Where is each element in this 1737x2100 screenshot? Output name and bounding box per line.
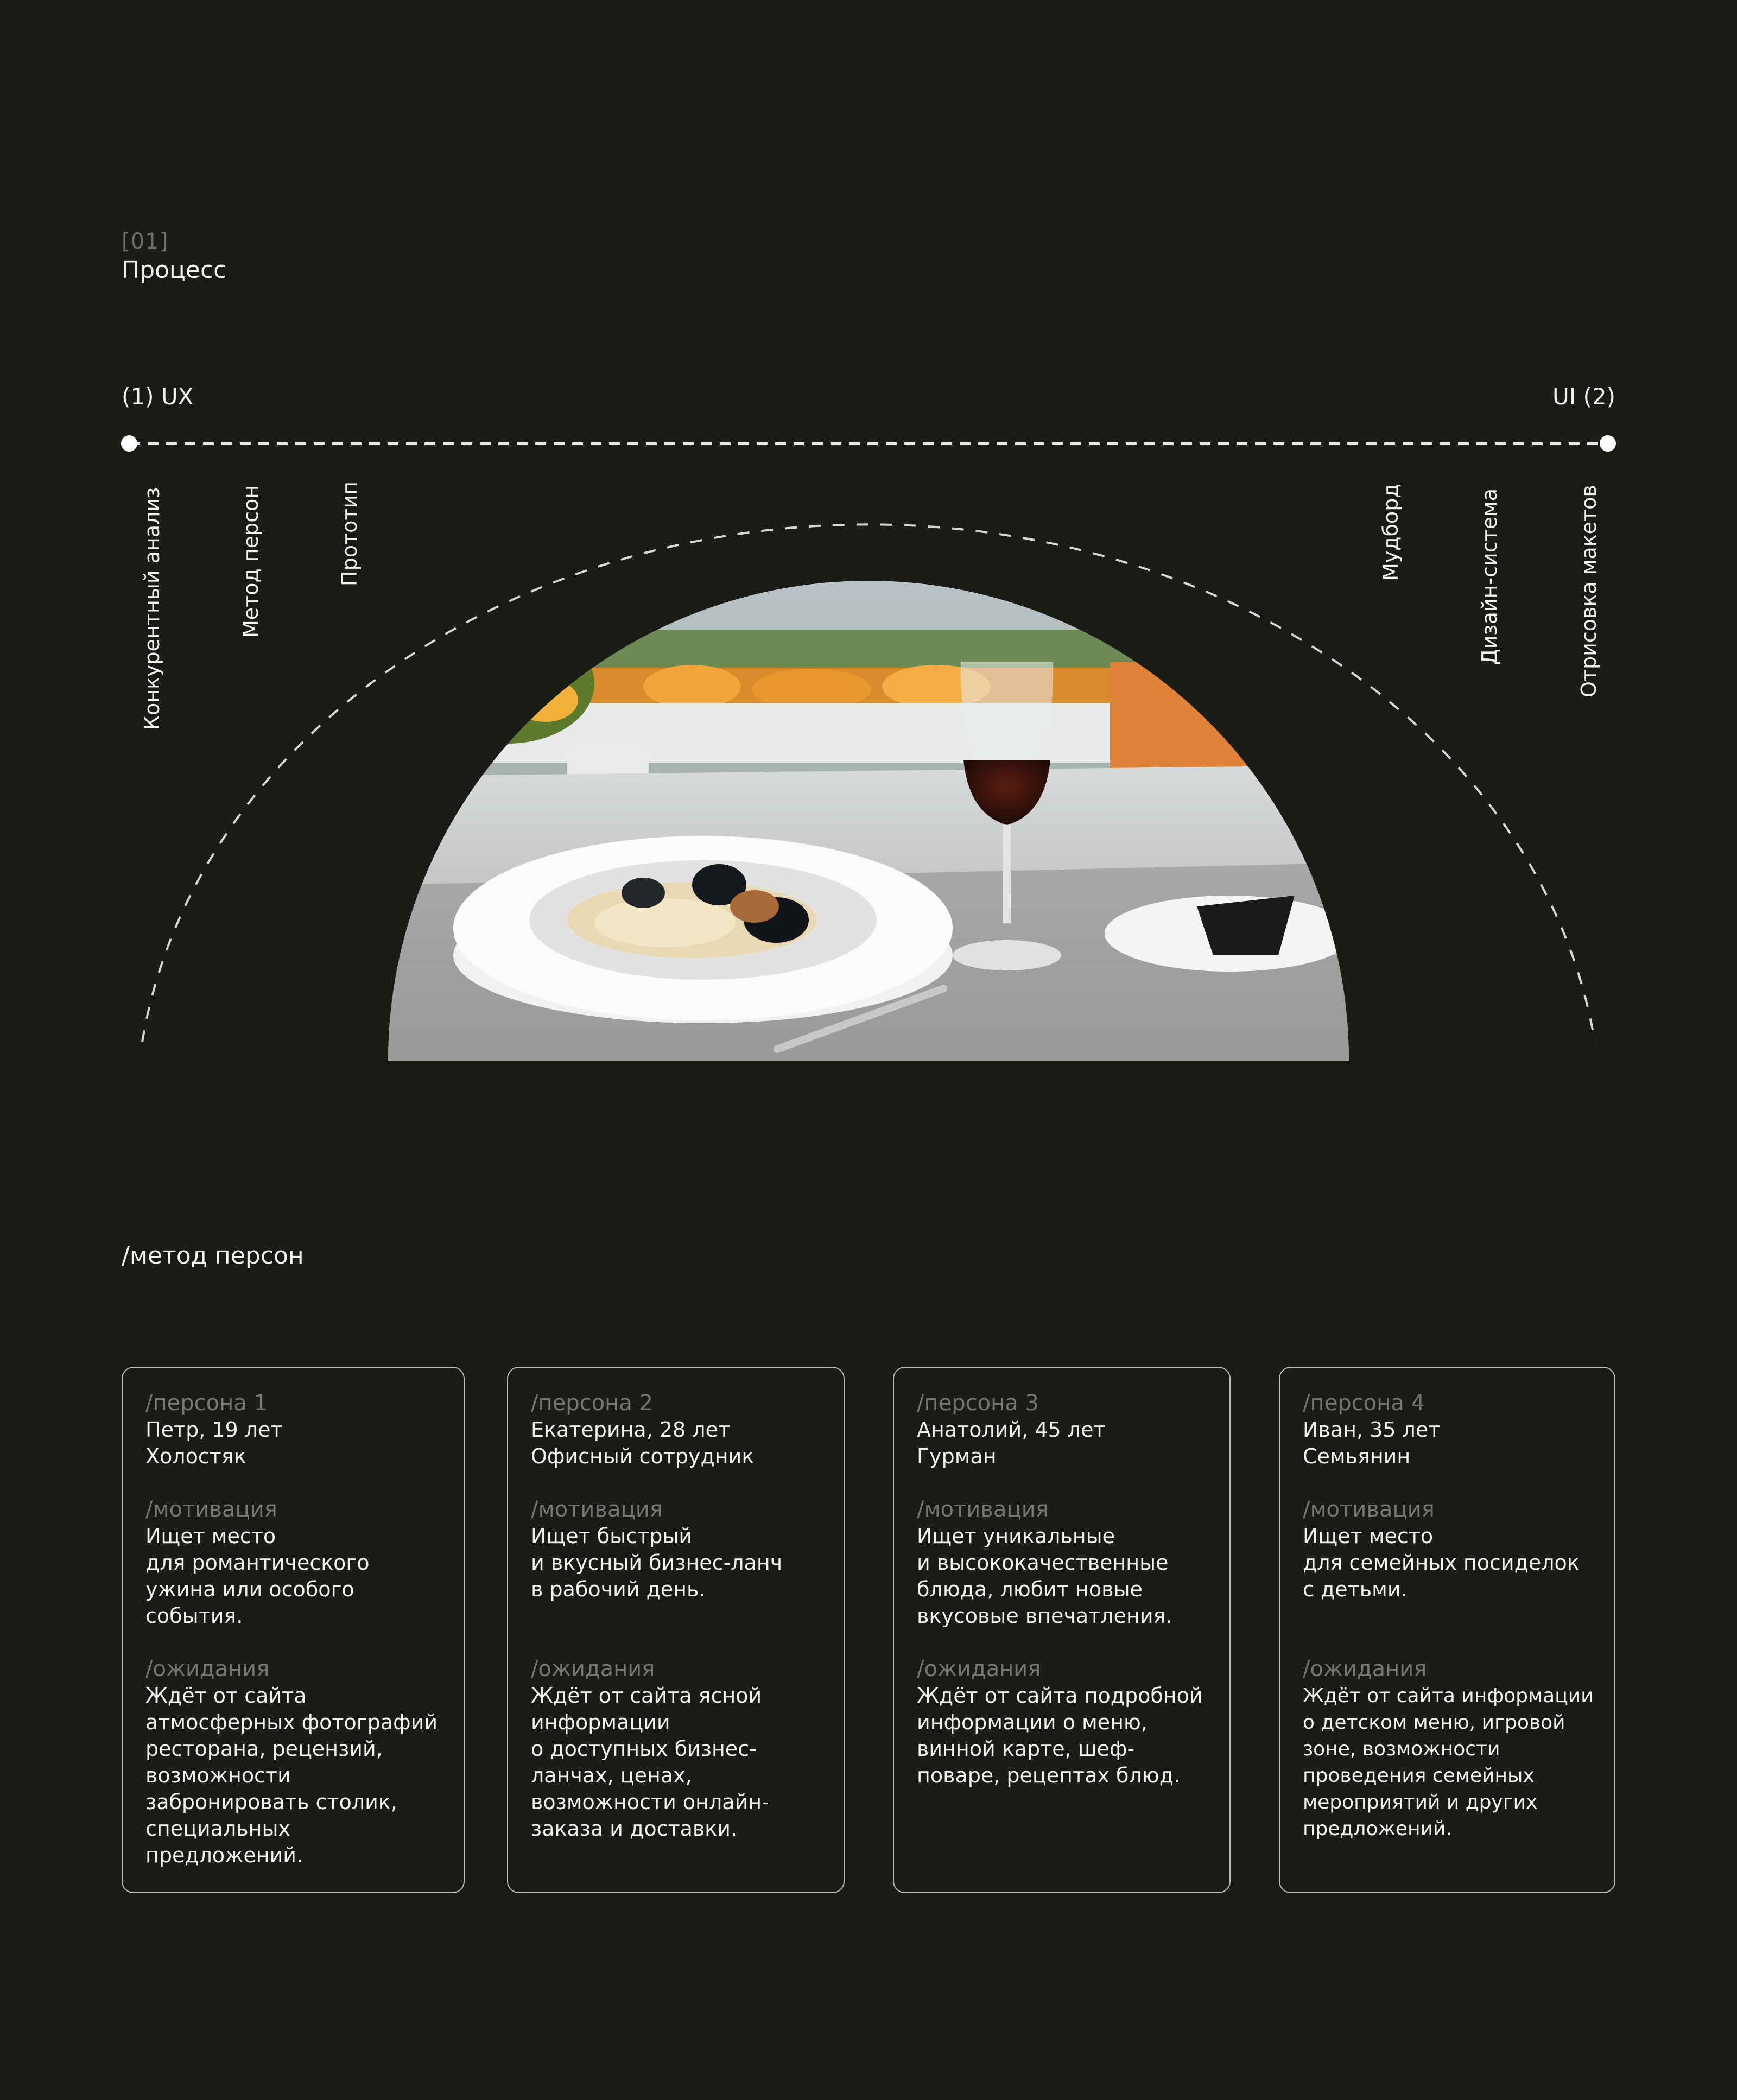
ui-label: UI (2) <box>1552 383 1615 410</box>
motivation-text: Ищет место для романтического ужина или особого события. <box>145 1524 370 1628</box>
expectations-text: Ждёт от сайта атмосферных фотографий ресторана, рецензий, возможности забронировать столик, специальных предложений. <box>145 1684 438 1867</box>
motivation-label: /мотивация <box>145 1497 277 1522</box>
persona-card <box>122 1367 465 1893</box>
expectations-label: /ожидания <box>145 1657 270 1682</box>
persona-tag: /персона 2 <box>531 1391 653 1416</box>
ui-step-design-system: Дизайн-система <box>1478 488 1501 665</box>
method-title: /метод персон <box>122 1242 304 1270</box>
expectations-text: Ждёт от сайта ясной информации о доступных бизнес- ланчах, ценах, возможности онлайн- заказа и доставки. <box>531 1684 769 1841</box>
timeline-end-dot <box>1600 435 1616 452</box>
motivation-label: /мотивация <box>531 1497 663 1522</box>
persona-role: Семьянин <box>1303 1444 1411 1468</box>
section-title: Процесс <box>122 256 227 284</box>
ux-step-competitor-analysis: Конкурентный анализ <box>140 487 164 730</box>
expectations-label: /ожидания <box>917 1657 1041 1682</box>
expectations-label: /ожидания <box>531 1657 655 1682</box>
ui-step-moodboard: Мудборд <box>1379 484 1403 581</box>
motivation-text: Ищет уникальные и высококачественные блюда, любит новые вкусовые впечатления. <box>917 1524 1172 1628</box>
persona-card <box>507 1367 845 1893</box>
expectations-text: Ждёт от сайта информации о детском меню, игровой зоне, возможности проведения семейных мероприятий и других предложений. <box>1303 1685 1594 1840</box>
persona-name: Иван, 35 лет <box>1303 1418 1441 1442</box>
persona-role: Гурман <box>917 1444 997 1468</box>
expectations-text: Ждёт от сайта подробной информации о меню, винной карте, шеф- поваре, рецептах блюд. <box>917 1684 1203 1787</box>
persona-card <box>893 1367 1231 1893</box>
motivation-text: Ищет быстрый и вкусный бизнес-ланч в рабочий день. <box>531 1524 783 1601</box>
persona-tag: /персона 3 <box>917 1391 1039 1416</box>
ux-label: (1) UX <box>122 383 194 410</box>
section-number: [01] <box>122 229 169 254</box>
persona-name: Петр, 19 лет <box>145 1418 283 1442</box>
timeline-start-dot <box>121 435 137 452</box>
persona-tag: /персона 4 <box>1303 1391 1425 1416</box>
motivation-text: Ищет место для семейных посиделок с детьми. <box>1303 1524 1580 1601</box>
ux-step-prototype: Прототип <box>338 481 362 586</box>
motivation-label: /мотивация <box>917 1497 1049 1522</box>
persona-tag: /персона 1 <box>145 1391 268 1416</box>
persona-role: Холостяк <box>145 1444 246 1468</box>
expectations-label: /ожидания <box>1303 1657 1427 1682</box>
persona-role: Офисный сотрудник <box>531 1444 755 1468</box>
persona-name: Анатолий, 45 лет <box>917 1418 1106 1442</box>
ux-step-persona-method: Метод персон <box>239 485 263 638</box>
persona-name: Екатерина, 28 лет <box>531 1418 731 1442</box>
ui-step-mockups: Отрисовка макетов <box>1577 485 1601 697</box>
persona-card <box>1279 1367 1615 1893</box>
motivation-label: /мотивация <box>1303 1497 1435 1522</box>
